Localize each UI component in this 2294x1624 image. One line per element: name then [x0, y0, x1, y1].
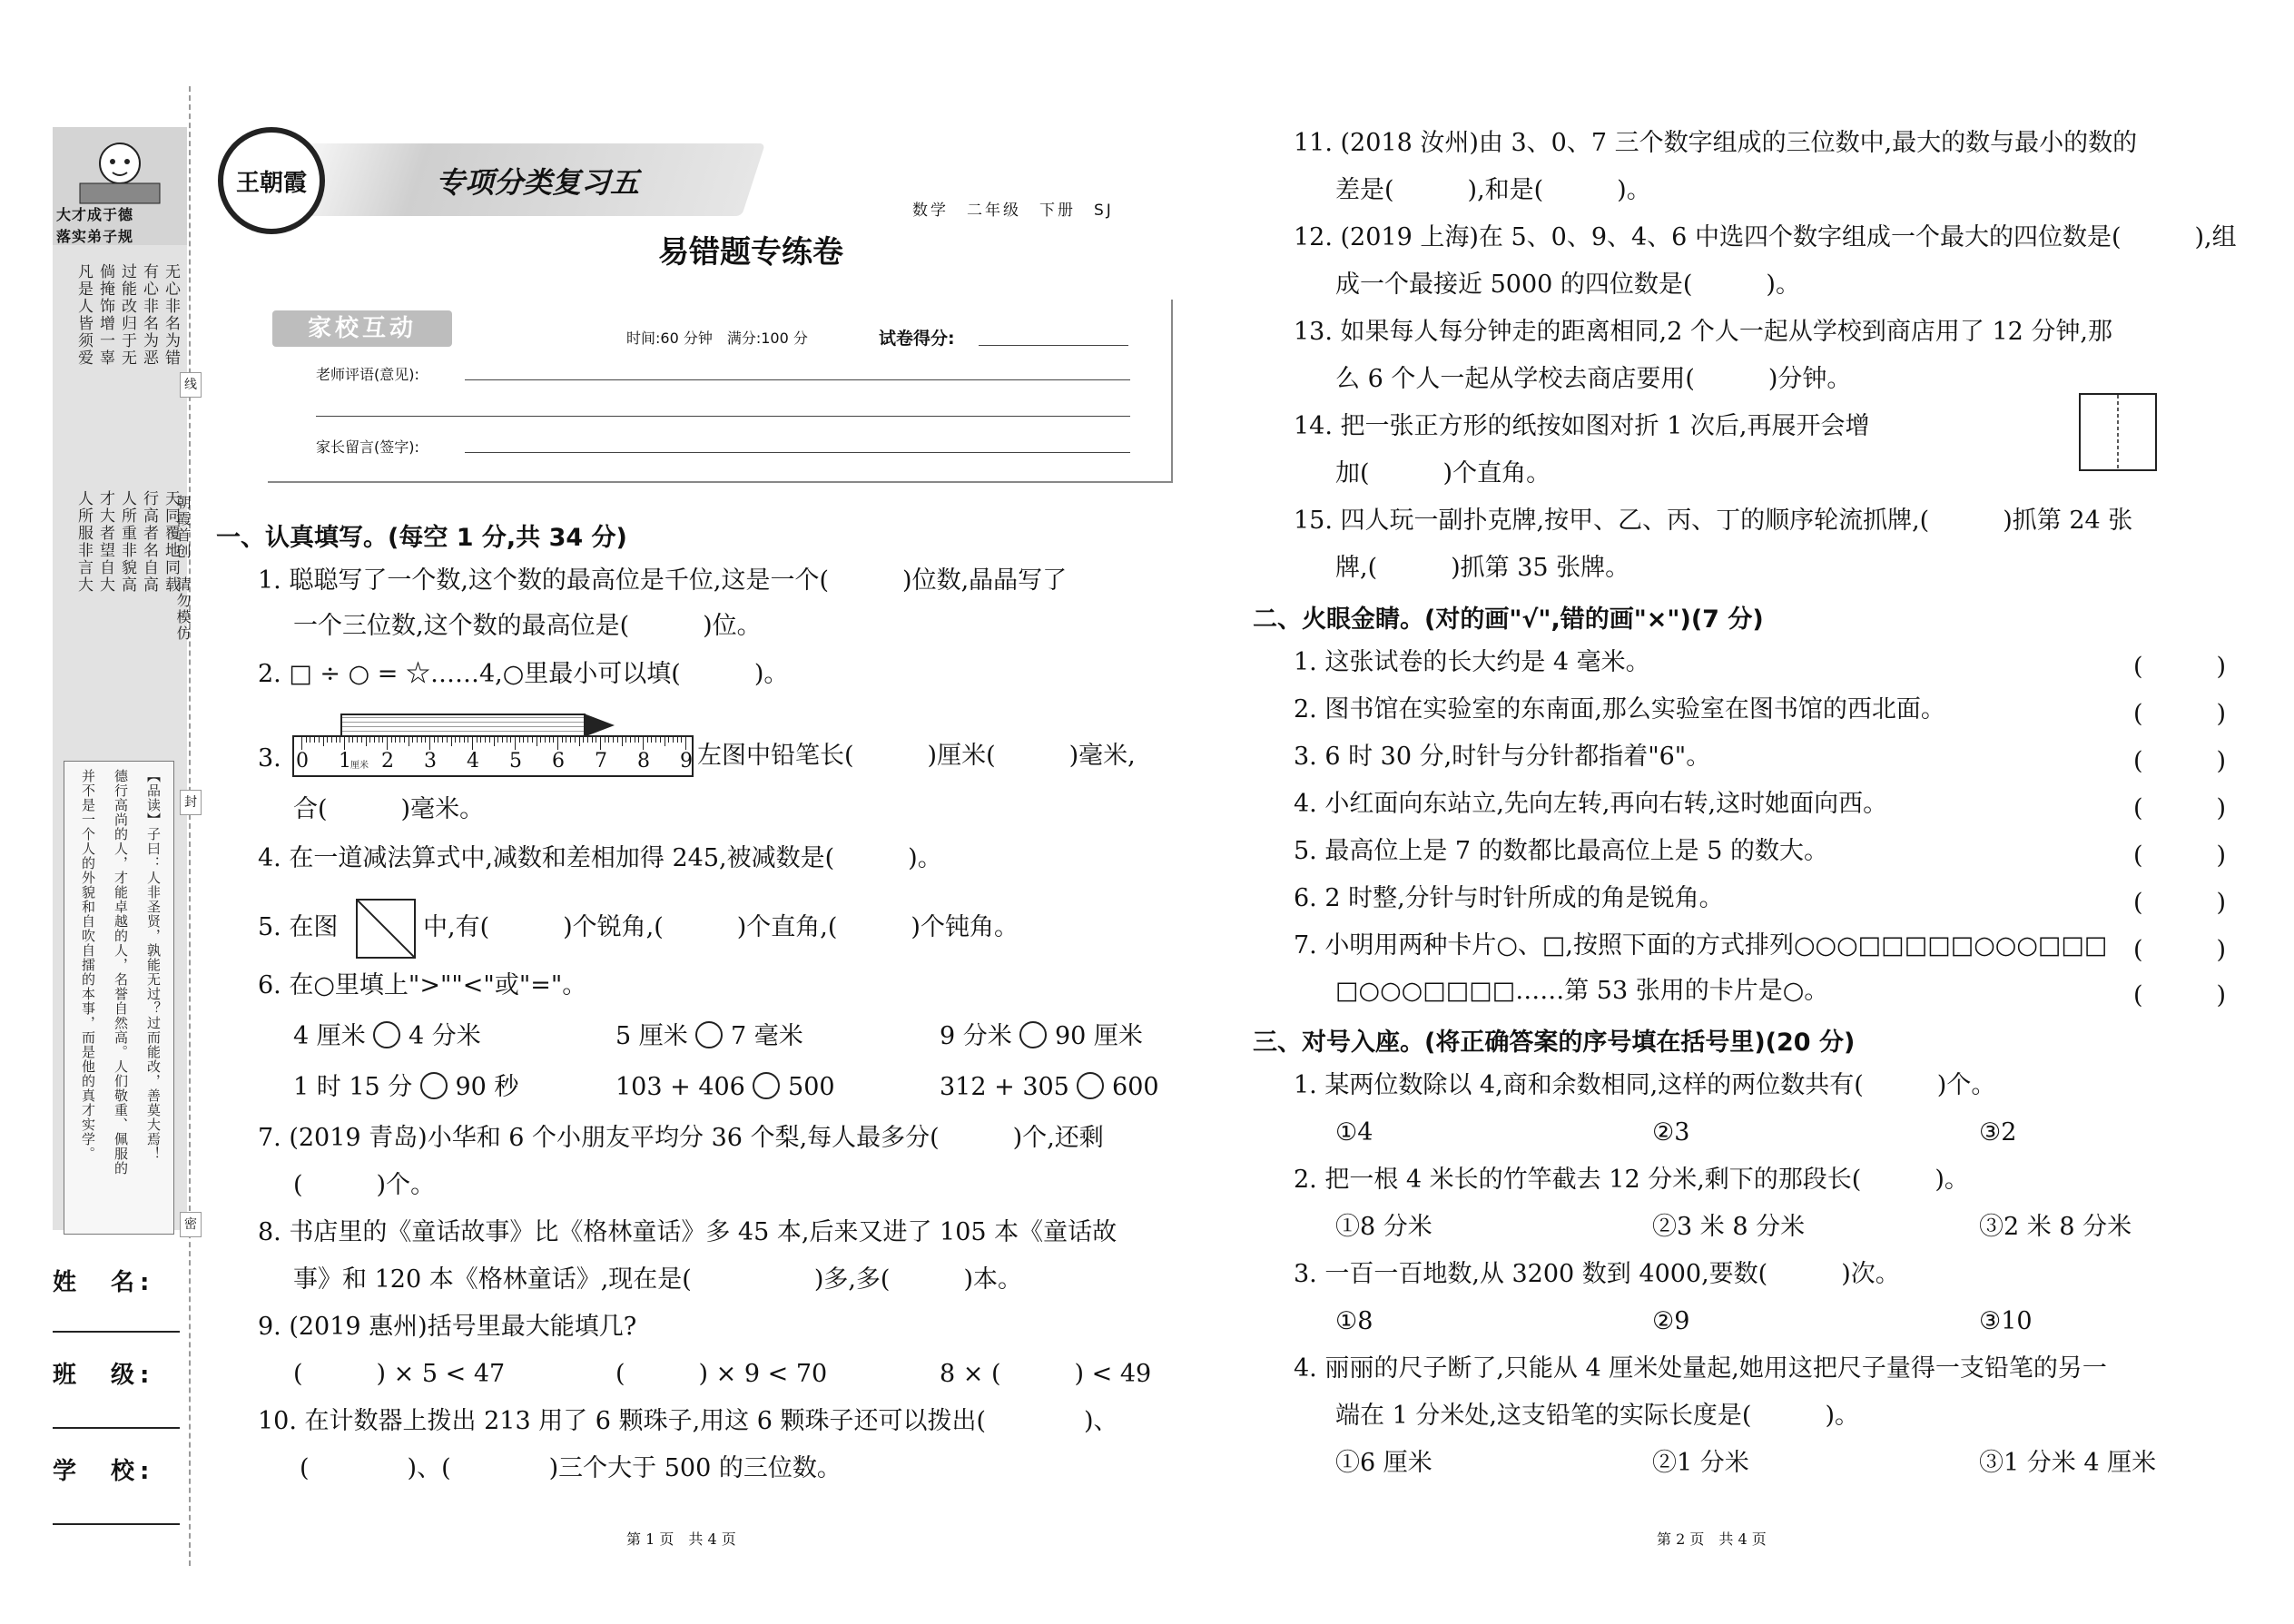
- compare-right: 90 秒: [455, 1073, 519, 1101]
- reading-column: 【品读】子曰：人非圣贤，孰能无过？过而能改，善莫大焉！: [145, 769, 162, 1161]
- question-10-line-1: 10. 在计数器上拨出 213 用了 6 颗珠子,用这 6 颗珠子还可以拨出( )、: [258, 1407, 1118, 1435]
- ruler-tick: [464, 737, 465, 743]
- ruler-tick: [625, 737, 626, 743]
- ruler-tick: [331, 737, 332, 743]
- field-school-line[interactable]: [53, 1523, 180, 1525]
- question-9-item: 8 × ( ) < 49: [940, 1360, 1152, 1388]
- ruler-tick: [442, 737, 443, 743]
- ruler-number: 0: [296, 750, 309, 773]
- question-3-line-1: 左图中铅笔长( )厘米( )毫米,: [697, 742, 1136, 770]
- ruler-tick: [510, 737, 511, 743]
- motto-column: 才大者望自大: [96, 490, 114, 594]
- choice-option: ①8 分米: [1335, 1213, 1433, 1241]
- ruler-tick: [622, 737, 623, 746]
- answer-parens[interactable]: ( ): [2133, 653, 2227, 681]
- question-14-line-1: 14. 把一张正方形的纸按如图对折 1 次后,再展开会增: [1294, 412, 1870, 440]
- choice-option: ②3 米 8 分米: [1652, 1213, 1806, 1241]
- ruler-tick: [382, 737, 383, 743]
- choice-4-line-1: 4. 丽丽的尺子断了,只能从 4 厘米处量起,她用这把尺子量得一支铅笔的另一: [1294, 1354, 2107, 1383]
- ruler-tick: [587, 737, 588, 743]
- question-1-line-2: 一个三位数,这个数的最高位是( )位。: [293, 612, 762, 640]
- compare-circle[interactable]: [373, 1021, 400, 1048]
- ruler-tick: [575, 737, 576, 743]
- cut-line: [189, 86, 191, 1566]
- field-name-label: 姓 名:: [53, 1269, 155, 1296]
- ruler-tick: [681, 737, 682, 743]
- section-1-heading: 一、认真填写。(每空 1 分,共 34 分): [216, 524, 627, 552]
- question-12-line-1: 12. (2019 上海)在 5、0、9、4、6 中选四个数字组成一个最大的四位数是( ),组: [1294, 223, 2237, 251]
- compare-circle[interactable]: [1077, 1072, 1104, 1099]
- ruler-number: 4: [467, 750, 479, 773]
- question-3-line-2: 合( )毫米。: [293, 795, 485, 823]
- logo-text: 王朝霞: [235, 169, 307, 197]
- motto-column: 凡是人皆须爱: [74, 263, 93, 367]
- ruler-number: 9: [680, 750, 693, 773]
- choice-option: ③1 分米 4 厘米: [1979, 1449, 2157, 1477]
- true-false-item: 3. 6 时 30 分,时针与分针都指着"6"。: [1294, 743, 1711, 771]
- ruler-tick: [562, 737, 563, 743]
- ruler-tick: [630, 737, 631, 743]
- field-class-line[interactable]: [53, 1427, 180, 1429]
- ruler-tick: [327, 737, 328, 743]
- question-3-number: 3.: [258, 744, 281, 773]
- ruler-tick: [677, 737, 678, 743]
- choice-4-line-2: 端在 1 分米处,这支铅笔的实际长度是( )。: [1335, 1402, 1859, 1430]
- compare-circle[interactable]: [1019, 1021, 1047, 1048]
- ruler-tick: [361, 737, 362, 743]
- ruler-tick: [527, 737, 528, 743]
- ruler-tick: [352, 737, 353, 743]
- ruler-tick: [549, 737, 550, 743]
- ruler-tick: [647, 737, 648, 743]
- choice-option: ②3: [1652, 1118, 1690, 1147]
- reading-column: 德行高尚的人，才能卓越的人，名誉自然高。人们敬重、佩服的: [113, 769, 129, 1176]
- ruler-number: 8: [637, 750, 650, 773]
- ruler-tick: [502, 737, 503, 743]
- folded-square-figure: [2079, 393, 2157, 471]
- ruler-tick: [545, 737, 546, 743]
- ruler-tick: [421, 737, 422, 743]
- ruler-tick: [668, 737, 669, 743]
- field-school-label: 学 校:: [53, 1458, 155, 1485]
- question-8-line-2: 事》和 120 本《格林童话》,现在是( )多,多( )本。: [293, 1265, 1022, 1294]
- cut-mark: 线: [180, 372, 202, 398]
- question-9: 9. (2019 惠州)括号里最大能填几?: [258, 1313, 637, 1341]
- question-11-line-2: 差是( ),和是( )。: [1335, 176, 1651, 204]
- answer-parens[interactable]: ( ): [2133, 794, 2227, 822]
- compare-circle[interactable]: [695, 1021, 723, 1048]
- ruler-tick: [404, 737, 405, 743]
- true-false-item: 6. 2 时整,分针与时针所成的角是锐角。: [1294, 884, 1724, 912]
- ruler-tick: [447, 737, 448, 743]
- ruler-tick: [357, 737, 358, 743]
- slogan-2: 落实弟子规: [56, 228, 134, 245]
- compare-left: 5 厘米: [615, 1022, 688, 1050]
- ruler-tick: [314, 737, 315, 743]
- side-note: 朝霞首创 请勿模仿: [174, 495, 192, 642]
- compare-right: 600: [1112, 1073, 1159, 1101]
- question-4: 4. 在一道减法算式中,减数和差相加得 245,被减数是( )。: [258, 844, 942, 872]
- motto-column: 无心非名为错: [162, 263, 180, 367]
- answer-parens[interactable]: ( ): [2133, 981, 2227, 1009]
- reading-column: 并不是一个人的外貌和自吹自擂的本事，而是他的真才实学。: [80, 769, 96, 1161]
- true-false-item: 1. 这张试卷的长大约是 4 毫米。: [1294, 648, 1650, 676]
- compare-item: [293, 1020, 481, 1053]
- ruler-tick: [515, 737, 516, 750]
- answer-parens[interactable]: ( ): [2133, 700, 2227, 728]
- answer-parens[interactable]: ( ): [2133, 936, 2227, 964]
- ruler-tick: [579, 737, 580, 746]
- motto-column: 人所重非貌高: [118, 490, 136, 594]
- ruler-unit: 厘米: [350, 761, 369, 771]
- ruler-tick: [651, 737, 652, 743]
- compare-left: 103 + 406: [615, 1073, 745, 1101]
- ruler-tick: [301, 737, 302, 750]
- motto-column: 天同覆地同载: [162, 490, 180, 594]
- true-false-item: 2. 图书馆在实验室的东南面,那么实验室在图书馆的西北面。: [1294, 695, 1945, 723]
- ruler-number: 1: [339, 750, 351, 773]
- ruler-tick: [519, 737, 520, 743]
- ruler-tick: [660, 737, 661, 743]
- cut-mark: 封: [180, 790, 202, 815]
- question-5-part-1: 5. 在图: [258, 913, 339, 941]
- true-false-item: 4. 小红面向东站立,先向左转,再向右转,这时她面向西。: [1294, 790, 1888, 818]
- compare-right: 7 毫米: [730, 1022, 803, 1050]
- ruler-tick: [557, 737, 558, 750]
- motto-column: 过能改归于无: [118, 263, 136, 367]
- question-1-line-1: 1. 聪聪写了一个数,这个数的最高位是千位,这是一个( )位数,晶晶写了: [258, 566, 1068, 595]
- ruler-tick: [387, 737, 388, 750]
- ruler-tick: [600, 737, 601, 750]
- ruler-tick: [399, 737, 400, 743]
- answer-parens[interactable]: ( ): [2133, 842, 2227, 870]
- choice-3: 3. 一百一百地数,从 3200 数到 4000,要数( )次。: [1294, 1260, 1900, 1288]
- teacher-comment-line[interactable]: [465, 379, 1130, 380]
- ruler-tick: [643, 737, 644, 750]
- question-9-item: ( ) × 5 < 47: [293, 1360, 506, 1388]
- reading-box: [64, 761, 174, 1235]
- choice-option: ②1 分米: [1652, 1449, 1749, 1477]
- compare-right: 500: [788, 1073, 835, 1101]
- ruler-tick: [412, 737, 413, 743]
- ruler-number: 6: [552, 750, 565, 773]
- ruler-tick: [540, 737, 541, 743]
- ruler-tick: [489, 737, 490, 743]
- angle-figure: [356, 899, 416, 959]
- parent-comment-line[interactable]: [465, 452, 1130, 453]
- ruler-tick: [374, 737, 375, 743]
- question-13-line-2: 么 6 个人一起从学校去商店要用( )分钟。: [1335, 365, 1852, 393]
- parent-comment-label: 家长留言(签字):: [316, 438, 419, 456]
- ruler-tick: [395, 737, 396, 743]
- true-false-7-line-2: □○○○□□□□……第 53 张用的卡片是○。: [1335, 977, 1829, 1005]
- question-15-line-2: 牌,( )抓第 35 张牌。: [1335, 554, 1630, 582]
- ruler-tick: [655, 737, 656, 743]
- score-label: 试卷得分:: [879, 329, 955, 349]
- ruler-tick: [451, 737, 452, 746]
- motto-column: 人所服非言大: [74, 490, 93, 594]
- ruler-tick: [366, 737, 367, 746]
- choice-option: ①4: [1335, 1118, 1373, 1147]
- ruler-tick: [497, 737, 498, 743]
- ruler-tick: [323, 737, 324, 746]
- teacher-comment-line-2[interactable]: [316, 416, 1130, 417]
- section-2-heading: 二、火眼金睛。(对的画"√",错的画"×")(7 分): [1253, 605, 1764, 634]
- compare-left: 312 + 305: [940, 1073, 1069, 1101]
- ruler-tick: [429, 737, 430, 750]
- ruler-tick: [617, 737, 618, 743]
- pencil-figure: [340, 714, 586, 737]
- ruler-tick: [532, 737, 533, 743]
- ruler-tick: [417, 737, 418, 743]
- home-school-badge: 家校互动: [272, 310, 452, 347]
- question-2: 2. □ ÷ ○ = ☆……4,○里最小可以填( )。: [258, 660, 789, 688]
- true-false-item: 5. 最高位上是 7 的数都比最高位上是 5 的数大。: [1294, 837, 1829, 865]
- ruler-tick: [349, 737, 350, 743]
- question-9-item: ( ) × 9 < 70: [615, 1360, 828, 1388]
- ruler-tick: [570, 737, 571, 743]
- ruler-tick: [369, 737, 370, 743]
- field-class-label: 班 级:: [53, 1362, 155, 1389]
- ruler-tick: [319, 737, 320, 743]
- ruler-tick: [673, 737, 674, 743]
- motto-column: 倘掩饰增一辜: [96, 263, 114, 367]
- ruler-tick: [477, 737, 478, 743]
- section-3-heading: 三、对号入座。(将正确答案的序号填在括号里)(20 分): [1253, 1029, 1856, 1057]
- answer-parens[interactable]: ( ): [2133, 747, 2227, 775]
- ruler-tick: [485, 737, 486, 743]
- score-line[interactable]: [979, 345, 1128, 346]
- compare-left: 1 时 15 分: [293, 1073, 413, 1101]
- compare-left: 4 厘米: [293, 1022, 366, 1050]
- ruler-tick: [344, 737, 345, 750]
- choice-option: ①6 厘米: [1335, 1449, 1433, 1477]
- compare-right: 90 厘米: [1054, 1022, 1143, 1050]
- field-name-line[interactable]: [53, 1331, 180, 1333]
- page-subtitle: 易错题专练卷: [658, 234, 843, 271]
- choice-option: ③10: [1979, 1307, 2033, 1335]
- question-14-line-2: 加( )个直角。: [1335, 459, 1551, 487]
- compare-left: 9 分米: [940, 1022, 1012, 1050]
- page-footer-right: 第 2 页 共 4 页: [1657, 1530, 1767, 1548]
- ruler-tick: [459, 737, 460, 743]
- question-11-line-1: 11. (2018 汝州)由 3、0、7 三个数字组成的三位数中,最大的数与最小的数的: [1294, 129, 2138, 157]
- compare-item: [940, 1020, 1143, 1053]
- ruler-tick: [472, 737, 473, 750]
- brand-logo: [218, 127, 325, 234]
- ruler-figure: [292, 735, 694, 777]
- choice-1: 1. 某两位数除以 4,商和余数相同,这样的两位数共有( )个。: [1294, 1071, 1996, 1099]
- page-title: 专项分类复习五: [436, 165, 640, 200]
- ruler-tick: [480, 737, 481, 743]
- ruler-number: 7: [595, 750, 607, 773]
- compare-item: [615, 1071, 835, 1104]
- question-12-line-2: 成一个最接近 5000 的四位数是( )。: [1335, 271, 1800, 299]
- pencil-tip: [584, 714, 615, 737]
- compare-circle[interactable]: [753, 1072, 780, 1099]
- question-5-part-2: 中,有( )个锐角,( )个直角,( )个钝角。: [423, 913, 1019, 941]
- ruler-tick: [306, 737, 307, 743]
- ruler-tick: [425, 737, 426, 743]
- ruler-number: 5: [509, 750, 522, 773]
- question-7-line-1: 7. (2019 青岛)小华和 6 个小朋友平均分 36 个梨,每人最多分( )个,还剩: [258, 1124, 1104, 1152]
- true-false-item: 7. 小明用两种卡片○、□,按照下面的方式排列○○○□□□□□○○○□□□: [1294, 931, 2108, 960]
- choice-option: ③2: [1979, 1118, 2017, 1147]
- choice-option: ③2 米 8 分米: [1979, 1213, 2132, 1241]
- ruler-tick: [613, 737, 614, 743]
- compare-item: [940, 1071, 1159, 1104]
- ruler-number: 2: [381, 750, 394, 773]
- ruler-tick: [434, 737, 435, 743]
- ruler-tick: [608, 737, 609, 743]
- teacher-comment-label: 老师评语(意见):: [316, 366, 419, 383]
- ruler-tick: [685, 737, 686, 750]
- ruler-tick: [455, 737, 456, 743]
- compare-right: 4 分米: [408, 1022, 481, 1050]
- ruler-tick: [638, 737, 639, 743]
- question-6: 6. 在○里填上">""<"或"="。: [258, 971, 587, 999]
- ruler-tick: [391, 737, 392, 743]
- choice-2: 2. 把一根 4 米长的竹竿截去 12 分米,剩下的那段长( )。: [1294, 1166, 1969, 1194]
- slogan-1: 大才成于德: [56, 206, 134, 223]
- motto-column: 行高者名自高: [140, 490, 158, 594]
- cut-mark: 密: [180, 1212, 202, 1237]
- compare-circle[interactable]: [420, 1072, 448, 1099]
- ruler-tick: [592, 737, 593, 743]
- motto-column: 有心非名为恶: [140, 263, 158, 367]
- question-10-line-2: ( )、( )三个大于 500 的三位数。: [300, 1454, 842, 1482]
- answer-parens[interactable]: ( ): [2133, 889, 2227, 917]
- compare-item: [293, 1071, 518, 1104]
- choice-option: ①8: [1335, 1307, 1373, 1335]
- time-info: 时间:60 分钟 满分:100 分: [626, 330, 808, 347]
- question-7-line-2: ( )个。: [293, 1171, 436, 1199]
- ruler-tick: [583, 737, 584, 743]
- ruler-tick: [553, 737, 554, 743]
- grade-meta: 数学 二年级 下册 SJ: [912, 202, 1114, 220]
- choice-option: ②9: [1652, 1307, 1690, 1335]
- question-13-line-1: 13. 如果每人每分钟走的距离相同,2 个人一起从学校到商店用了 12 分钟,那: [1294, 318, 2112, 346]
- ruler-number: 3: [424, 750, 437, 773]
- page-footer-left: 第 1 页 共 4 页: [626, 1530, 736, 1548]
- ruler-tick: [336, 737, 337, 743]
- question-8-line-1: 8. 书店里的《童话故事》比《格林童话》多 45 本,后来又进了 105 本《童话故: [258, 1218, 1117, 1246]
- ruler-tick: [523, 737, 524, 743]
- compare-item: [615, 1020, 803, 1053]
- question-15-line-1: 15. 四人玩一副扑克牌,按甲、乙、丙、丁的顺序轮流抓牌,( )抓第 24 张: [1294, 507, 2133, 535]
- ruler-tick: [494, 737, 495, 746]
